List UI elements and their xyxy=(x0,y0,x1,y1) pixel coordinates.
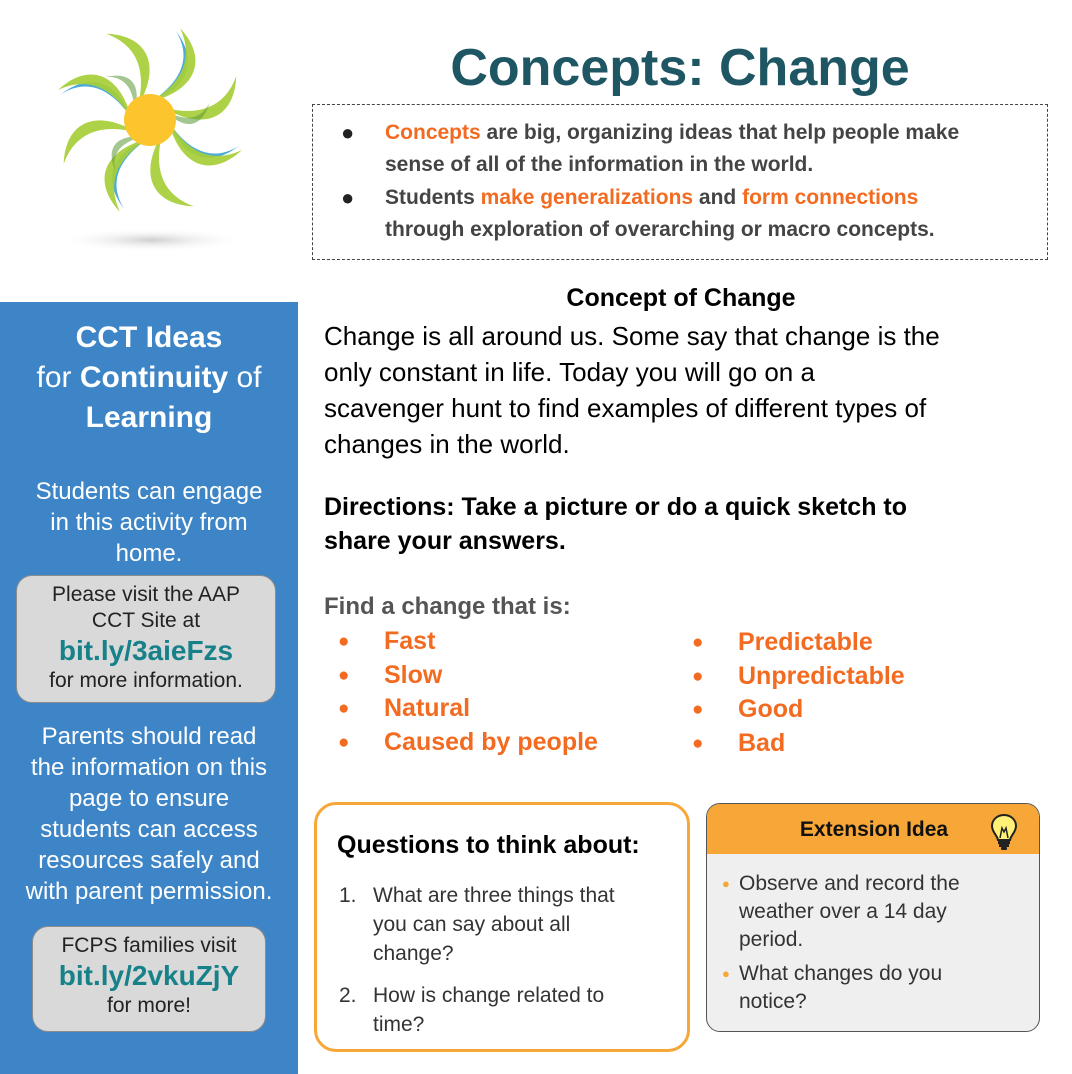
parents-line: Parents should read xyxy=(41,723,257,750)
list-item: ● Slow xyxy=(324,659,598,693)
concept-text: through exploration of overarching or macro concepts. xyxy=(385,218,935,241)
sidebar-title-line: CCT Ideas xyxy=(75,321,223,354)
extension-line: weather over a 14 day xyxy=(739,900,947,923)
concept-bullet-1 xyxy=(341,117,1035,181)
sidebar-title-line: of xyxy=(228,361,262,394)
directions-line: Directions: Take a picture or do a quick sketch to xyxy=(324,493,908,521)
concept-bullet-2 xyxy=(341,182,1035,246)
paragraph-line: scavenger hunt to find examples of different types of xyxy=(324,393,927,423)
directions-line: share your answers. xyxy=(324,527,566,555)
connections-highlight: form connections xyxy=(742,186,919,209)
question-line: What are three things that xyxy=(373,884,615,907)
visit-line: CCT Site at xyxy=(91,609,201,632)
extension-line: What changes do you xyxy=(739,962,943,985)
fcps-box xyxy=(32,926,266,1032)
question-item xyxy=(339,981,669,1039)
question-number: 2. xyxy=(339,984,357,1007)
concept-text: and xyxy=(693,186,743,209)
question-line: change? xyxy=(373,942,454,965)
concept-text: are big, organizing ideas that help people make xyxy=(480,121,960,144)
list-item: ● Unpredictable xyxy=(678,660,905,694)
extension-item xyxy=(739,870,1029,954)
extension-item xyxy=(739,960,1029,1016)
list-item: ● Fast xyxy=(324,625,598,659)
parents-line: resources safely and xyxy=(38,847,260,874)
extension-line: Observe and record the xyxy=(739,872,960,895)
engage-line: Students can engage xyxy=(35,478,263,505)
aap-site-box xyxy=(16,575,276,703)
lightbulb-icon xyxy=(989,812,1019,852)
list-item: ● Caused by people xyxy=(324,726,598,760)
extension-line: period. xyxy=(739,928,804,951)
aap-site-link[interactable]: bit.ly/3aieFzs xyxy=(58,635,234,666)
paragraph-line: changes in the world. xyxy=(324,429,570,459)
list-item: ● Good xyxy=(678,693,905,727)
question-line: How is change related to xyxy=(373,984,605,1007)
page-title: Concepts: Change xyxy=(450,39,910,97)
parents-line: the information on this xyxy=(30,754,268,781)
concepts-definition-box xyxy=(312,104,1048,260)
extension-line: notice? xyxy=(739,990,807,1013)
questions-box xyxy=(314,802,690,1052)
engage-text xyxy=(0,476,298,569)
change-types-left xyxy=(324,625,598,759)
sidebar-title-line: Learning xyxy=(85,401,213,434)
sidebar-title-line: Continuity xyxy=(79,361,229,394)
questions-title: Questions to think about: xyxy=(337,831,640,859)
parents-line: students can access xyxy=(40,816,258,843)
change-types-right xyxy=(678,626,905,760)
directions xyxy=(324,490,1024,558)
bullet-dot: ● xyxy=(341,185,355,210)
generalizations-highlight: make generalizations xyxy=(480,186,694,209)
parents-text xyxy=(0,721,298,907)
paragraph-line: Change is all around us. Some say that change is the xyxy=(324,321,940,351)
sidebar-title xyxy=(0,318,298,438)
parents-line: page to ensure xyxy=(68,785,230,812)
engage-line: in this activity from xyxy=(50,509,248,536)
question-item xyxy=(339,881,669,968)
fcps-line: for more! xyxy=(106,994,192,1017)
change-paragraph xyxy=(324,318,1054,462)
question-line: you can say about all xyxy=(373,913,571,936)
parents-line: with parent permission. xyxy=(25,878,273,905)
extension-box xyxy=(706,803,1040,1032)
fcps-line: FCPS families visit xyxy=(61,934,237,957)
visit-line: Please visit the AAP xyxy=(52,583,240,606)
extension-title: Extension Idea xyxy=(799,818,949,841)
list-item: ● Predictable xyxy=(678,626,905,660)
paragraph-line: only constant in life. Today you will go on a xyxy=(324,357,815,387)
engage-line: home. xyxy=(115,540,183,567)
sun-logo-icon xyxy=(40,18,260,258)
bullet-dot: ● xyxy=(341,120,355,145)
find-label: Find a change that is: xyxy=(324,593,571,620)
list-item: ● Bad xyxy=(678,727,905,761)
fcps-link[interactable]: bit.ly/2vkuZjY xyxy=(58,960,240,991)
concepts-highlight: Concepts xyxy=(385,121,481,144)
list-item: ● Natural xyxy=(324,692,598,726)
change-heading: Concept of Change xyxy=(566,284,796,312)
sidebar-title-line: for xyxy=(36,361,80,394)
visit-line: for more information. xyxy=(49,669,243,692)
concept-text: sense of all of the information in the world. xyxy=(385,153,814,176)
question-number: 1. xyxy=(339,884,357,907)
concept-text: Students xyxy=(385,186,481,209)
question-line: time? xyxy=(373,1013,425,1036)
